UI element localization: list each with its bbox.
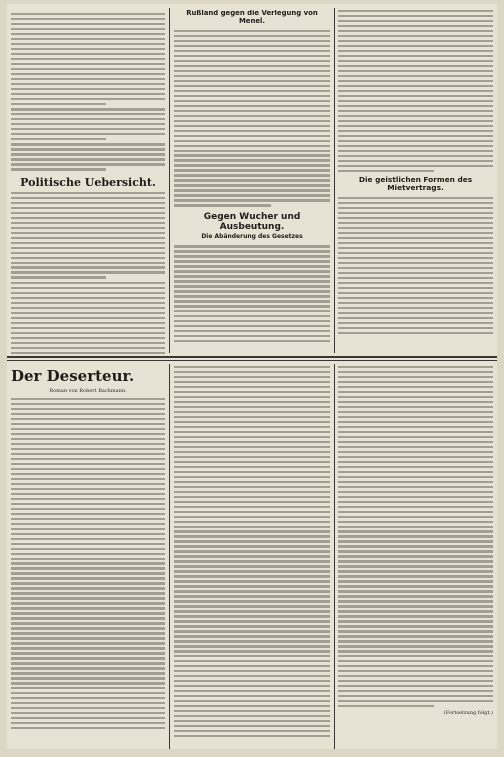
feuilleton-rule-thin [7, 360, 497, 361]
feuilleton-text [174, 366, 330, 737]
article-text [11, 108, 165, 140]
column-middle [174, 10, 330, 354]
column-left [11, 10, 165, 354]
article-headline: Gegen Wucher und Ausbeutung. [203, 211, 301, 233]
column-rule-3 [169, 364, 170, 749]
continuation-note: (Fortsetzung folgt.) [443, 710, 493, 717]
feuilleton-text [11, 398, 165, 729]
article-text [11, 282, 165, 354]
feuilleton-col-3 [338, 366, 493, 746]
feuilleton-byline: Roman von Robert Bachmann. [49, 388, 127, 394]
article-subheadline: Die Abänderung des Gesetzes [201, 233, 303, 241]
column-rule-4 [334, 364, 335, 749]
feuilleton-col-2 [174, 366, 330, 746]
article-text [174, 245, 330, 342]
article-text [338, 10, 493, 172]
article-text [11, 192, 165, 279]
newspaper-page [7, 4, 497, 749]
feuilleton-title: Der Deserteur. [11, 367, 135, 385]
section-title: Politische Uebersicht. [20, 175, 156, 189]
article-headline: Die geistlichen Formen des Mietvertrags. [358, 174, 473, 193]
feuilleton-text [338, 366, 493, 707]
feuilleton-col-1 [11, 366, 165, 746]
feuilleton-rule [7, 356, 497, 358]
article-text [11, 13, 165, 105]
article-text [11, 143, 165, 170]
column-right [338, 10, 493, 354]
column-rule-1 [169, 8, 170, 353]
article-text [174, 30, 330, 207]
column-rule-2 [334, 8, 335, 353]
article-text [338, 197, 493, 334]
article-headline: Rußland gegen die Verlegung von Menel. [186, 10, 318, 25]
